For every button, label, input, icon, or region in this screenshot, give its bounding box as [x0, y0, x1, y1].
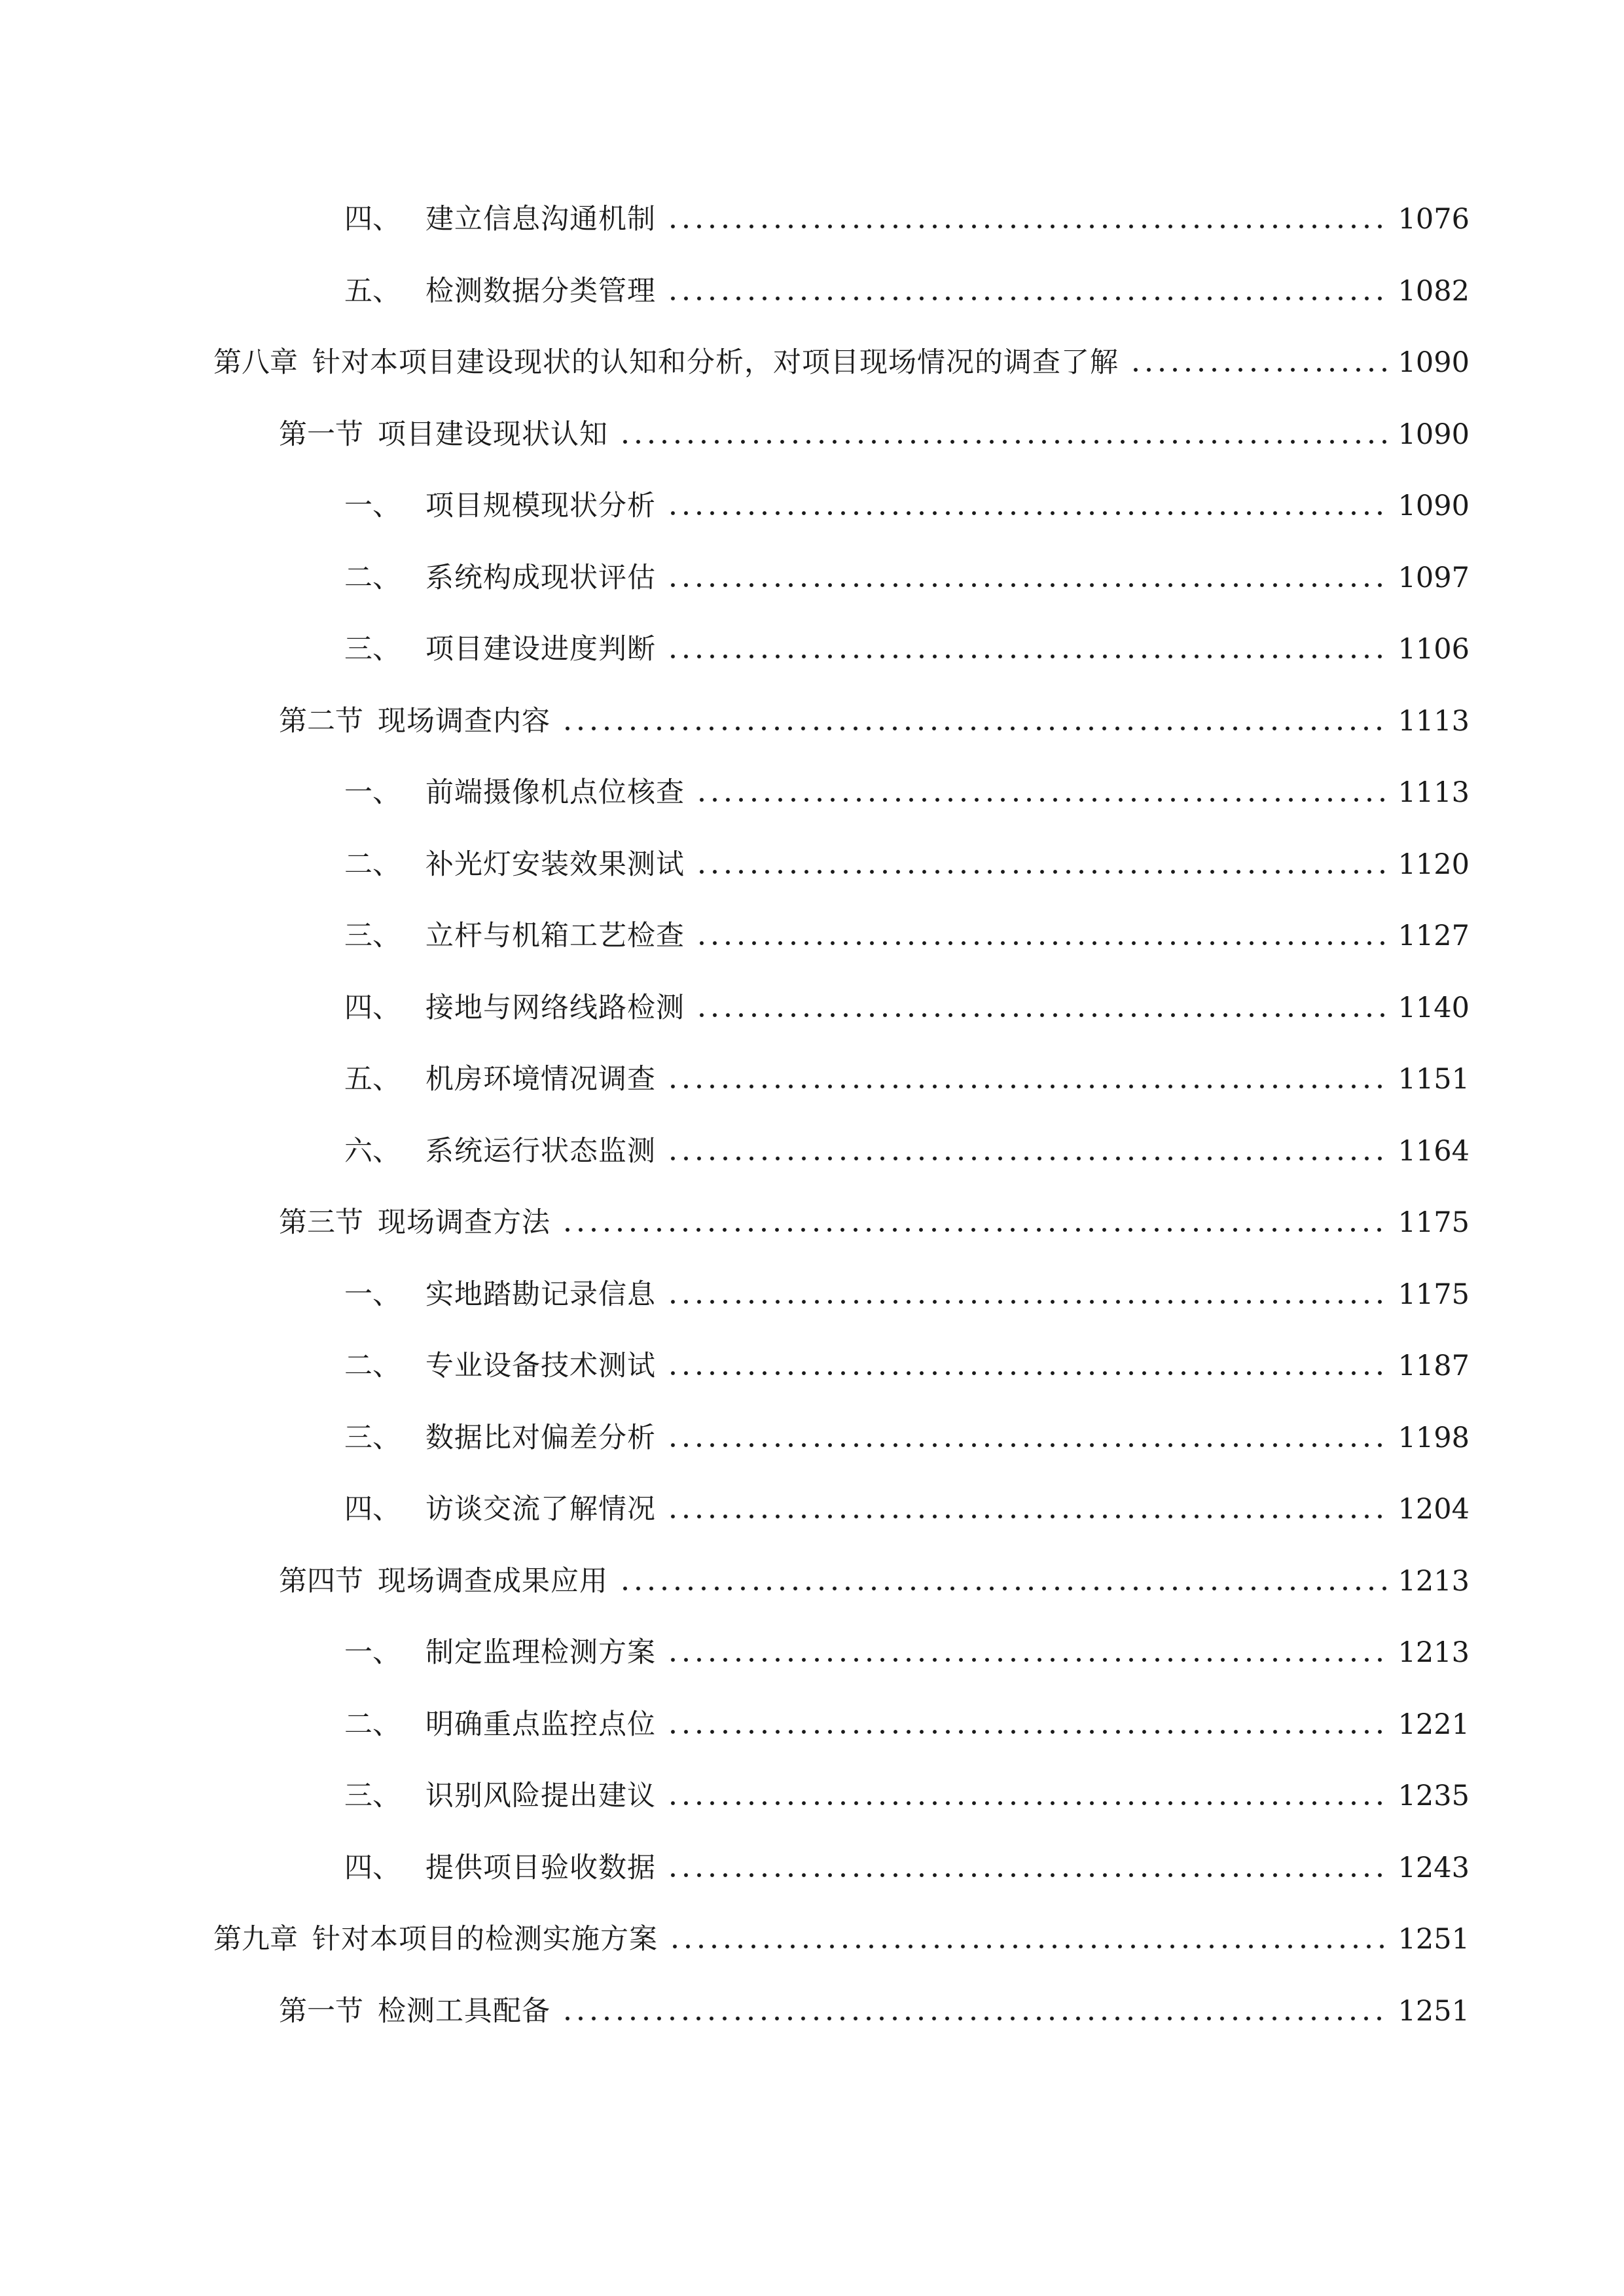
toc-entry-page-number: 1120 [1398, 848, 1470, 881]
toc-entry-page-number: 1090 [1398, 346, 1470, 379]
toc-entry-number: 二、 [344, 1350, 401, 1382]
dot-leader [666, 655, 1389, 658]
toc-entry-number: 第二节 [279, 705, 363, 738]
toc-entry-title: 系统运行状态监测 [425, 1135, 656, 1168]
toc-entry[interactable] [344, 915, 1470, 957]
toc-entry-page-number: 1187 [1398, 1350, 1470, 1382]
dot-leader [1129, 368, 1389, 372]
toc-entry[interactable] [344, 1274, 1470, 1316]
dot-leader [666, 1515, 1389, 1518]
toc-entry-section[interactable] [279, 700, 1470, 742]
toc-entry[interactable] [344, 1345, 1470, 1387]
toc-entry-page-number: 1097 [1398, 562, 1470, 594]
toc-entry-title: 现场调查成果应用 [378, 1565, 608, 1598]
toc-entry-page-number: 1140 [1398, 992, 1470, 1024]
toc-entry-number: 第一节 [279, 1995, 363, 2028]
toc-entry-title: 数据比对偏差分析 [425, 1422, 656, 1454]
toc-entry-title: 项目规模现状分析 [425, 490, 656, 522]
toc-entry-page-number: 1113 [1398, 776, 1470, 809]
toc-entry[interactable] [344, 844, 1470, 886]
dot-leader [619, 440, 1389, 444]
toc-entry[interactable] [344, 1130, 1470, 1172]
toc-entry-chapter[interactable] [213, 1918, 1470, 1960]
toc-entry-page-number: 1251 [1398, 1923, 1470, 1956]
toc-entry-page-number: 1221 [1398, 1708, 1470, 1741]
dot-leader [666, 296, 1389, 300]
dot-leader [666, 224, 1389, 228]
toc-entry[interactable] [344, 1058, 1470, 1100]
toc-entry-title: 访谈交流了解情况 [425, 1493, 656, 1526]
toc-entry-number: 四、 [344, 1493, 401, 1526]
toc-entry-page-number: 1151 [1398, 1063, 1470, 1096]
toc-entry-page-number: 1213 [1398, 1565, 1470, 1598]
toc-entry-page-number: 1175 [1398, 1206, 1470, 1239]
dot-leader [695, 798, 1389, 802]
dot-leader [561, 726, 1389, 730]
toc-entry[interactable] [344, 1775, 1470, 1817]
toc-entry-number: 第八章 [213, 346, 298, 379]
toc-entry-number: 二、 [344, 848, 401, 881]
dot-leader [666, 1300, 1389, 1304]
dot-leader [666, 1085, 1389, 1088]
toc-entry-page-number: 1213 [1398, 1636, 1470, 1669]
toc-entry-title: 接地与网络线路检测 [425, 992, 685, 1024]
toc-entry-number: 三、 [344, 1422, 401, 1454]
toc-entry-title: 实地踏勘记录信息 [425, 1278, 656, 1311]
toc-entry-title: 提供项目验收数据 [425, 1852, 656, 1884]
toc-entry[interactable] [344, 270, 1470, 312]
toc-entry-title: 立杆与机箱工艺检查 [425, 920, 685, 952]
dot-leader [695, 941, 1389, 945]
toc-entry-page-number: 1106 [1398, 633, 1470, 666]
dot-leader [668, 1945, 1389, 1948]
dot-leader [666, 1157, 1389, 1160]
toc-entry-section[interactable] [279, 1990, 1470, 2032]
toc-entry-number: 四、 [344, 203, 401, 236]
toc-entry-number: 六、 [344, 1135, 401, 1168]
toc-entry-number: 三、 [344, 633, 401, 666]
toc-entry-title: 现场调查内容 [378, 705, 550, 738]
toc-entry-page-number: 1251 [1398, 1995, 1470, 2028]
toc-entry-title: 机房环境情况调查 [425, 1063, 656, 1096]
dot-leader [666, 583, 1389, 587]
dot-leader [666, 1801, 1389, 1805]
dot-leader [666, 1730, 1389, 1734]
toc-entry-title: 检测工具配备 [378, 1995, 550, 2028]
toc-entry[interactable] [344, 987, 1470, 1029]
toc-entry-number: 二、 [344, 562, 401, 594]
toc-entry-page-number: 1090 [1398, 490, 1470, 522]
toc-entry-title: 专业设备技术测试 [425, 1350, 656, 1382]
toc-entry-page-number: 1204 [1398, 1493, 1470, 1526]
dot-leader [666, 511, 1389, 515]
toc-entry-section[interactable] [279, 414, 1470, 456]
dot-leader [666, 1443, 1389, 1447]
toc-entry-title: 针对本项目建设现状的认知和分析，对项目现场情况的调查了解 [312, 346, 1119, 379]
dot-leader [695, 870, 1389, 874]
toc-entry-number: 五、 [344, 275, 401, 308]
dot-leader [666, 1873, 1389, 1877]
toc-entry-title: 针对本项目的检测实施方案 [312, 1923, 658, 1956]
toc-entry[interactable] [344, 1417, 1470, 1459]
toc-entry[interactable] [344, 1488, 1470, 1530]
toc-entry-title: 检测数据分类管理 [425, 275, 656, 308]
toc-entry-title: 系统构成现状评估 [425, 562, 656, 594]
toc-entry-section[interactable] [279, 1202, 1470, 1244]
toc-entry-chapter[interactable] [213, 342, 1470, 384]
toc-entry-section[interactable] [279, 1560, 1470, 1602]
toc-entry-number: 一、 [344, 776, 401, 809]
dot-leader [619, 1587, 1389, 1590]
toc-entry-number: 第四节 [279, 1565, 363, 1598]
toc-entry-page-number: 1175 [1398, 1278, 1470, 1311]
toc-entry-page-number: 1235 [1398, 1780, 1470, 1812]
toc-entry-page-number: 1198 [1398, 1422, 1470, 1454]
toc-entry[interactable] [344, 1632, 1470, 1674]
toc-entry[interactable] [344, 772, 1470, 814]
toc-entry-number: 三、 [344, 1780, 401, 1812]
toc-entry-title: 前端摄像机点位核查 [425, 776, 685, 809]
toc-entry-number: 四、 [344, 1852, 401, 1884]
toc-entry-title: 制定监理检测方案 [425, 1636, 656, 1669]
toc-entry-title: 建立信息沟通机制 [425, 203, 656, 236]
toc-entry-page-number: 1164 [1398, 1135, 1470, 1168]
toc-entry[interactable] [344, 557, 1470, 599]
toc-entry-title: 补光灯安装效果测试 [425, 848, 685, 881]
dot-leader [561, 2017, 1389, 2020]
toc-entry-number: 四、 [344, 992, 401, 1024]
toc-entry-number: 一、 [344, 1278, 401, 1311]
toc-entry-title: 现场调查方法 [378, 1206, 550, 1239]
toc-entry-number: 第一节 [279, 418, 363, 451]
toc-entry-page-number: 1076 [1398, 203, 1470, 236]
toc-entry-page-number: 1082 [1398, 275, 1470, 308]
toc-entry-number: 第三节 [279, 1206, 363, 1239]
toc-entry-number: 第九章 [213, 1923, 298, 1956]
dot-leader [666, 1658, 1389, 1662]
toc-entry[interactable] [344, 1847, 1470, 1889]
toc-entry-title: 识别风险提出建议 [425, 1780, 656, 1812]
toc-entry-page-number: 1090 [1398, 418, 1470, 451]
toc-entry-page-number: 1113 [1398, 705, 1470, 738]
toc-entry-number: 一、 [344, 1636, 401, 1669]
toc-entry[interactable] [344, 485, 1470, 527]
toc-entry-number: 三、 [344, 920, 401, 952]
toc-entry[interactable] [344, 628, 1470, 670]
dot-leader [695, 1013, 1389, 1017]
toc-entry-page-number: 1127 [1398, 920, 1470, 952]
toc-entry-title: 明确重点监控点位 [425, 1708, 656, 1741]
toc-entry-page-number: 1243 [1398, 1852, 1470, 1884]
toc-entry-number: 一、 [344, 490, 401, 522]
toc-entry-title: 项目建设现状认知 [378, 418, 608, 451]
toc-entry-title: 项目建设进度判断 [425, 633, 656, 666]
toc-entry[interactable] [344, 198, 1470, 240]
toc-entry-number: 二、 [344, 1708, 401, 1741]
dot-leader [666, 1371, 1389, 1375]
dot-leader [561, 1228, 1389, 1232]
toc-entry-number: 五、 [344, 1063, 401, 1096]
toc-entry[interactable] [344, 1704, 1470, 1746]
